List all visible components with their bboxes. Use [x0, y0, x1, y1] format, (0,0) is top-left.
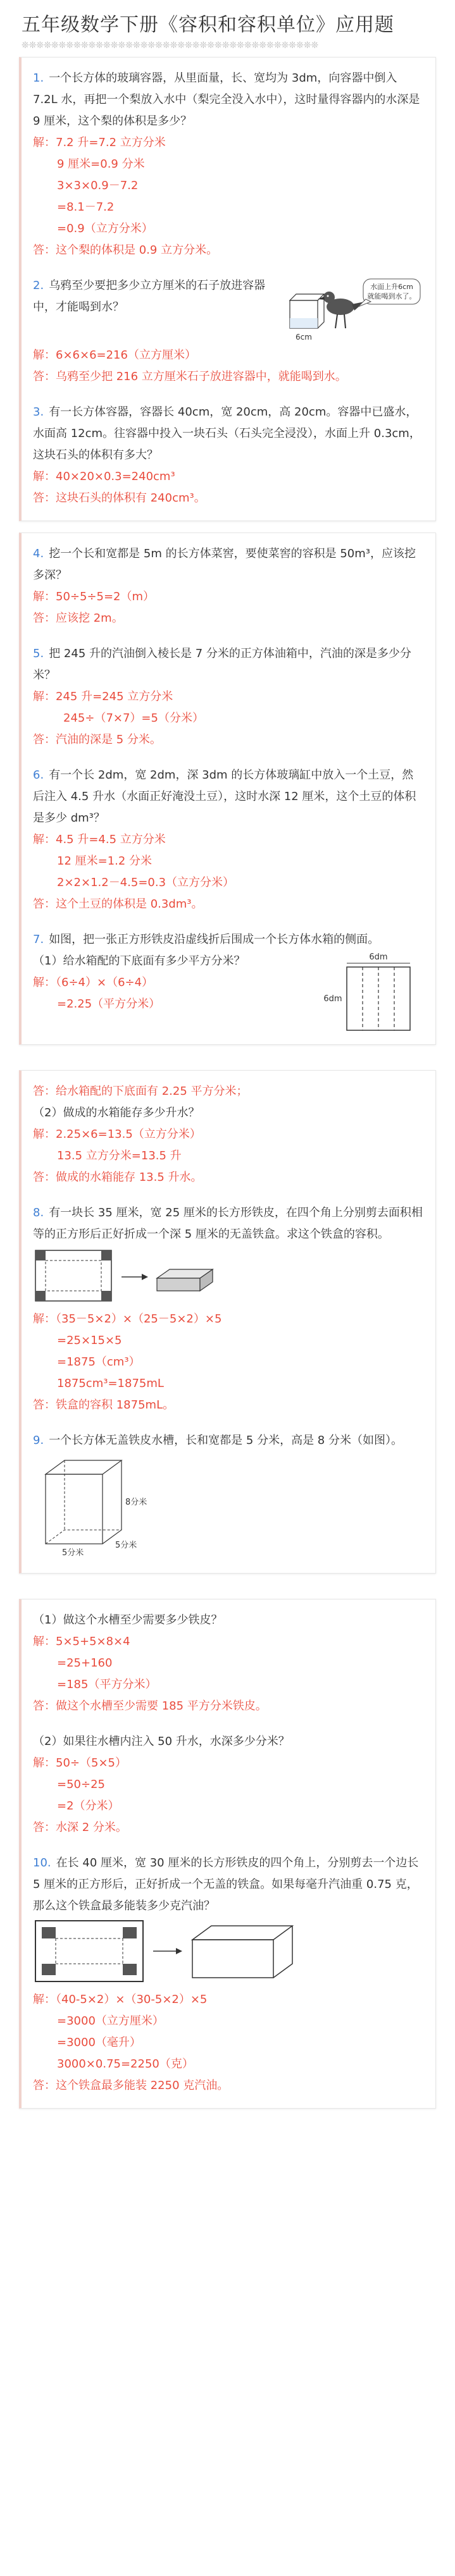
answer-conclusion: 答：应该挖 2m。: [33, 612, 123, 625]
question-number: 10.: [33, 1856, 51, 1870]
answer-line: =25×15×5: [57, 1334, 122, 1347]
question-5: [33, 643, 423, 686]
question-9: [33, 1430, 423, 1451]
answer-line: 2×2×1.2－4.5=0.3（立方分米）: [57, 876, 235, 889]
answer-conclusion: 答：汽油的深是 5 分米。: [33, 733, 161, 746]
answer-line: =25+160: [57, 1656, 113, 1670]
answer-line: =50÷25: [57, 1778, 105, 1791]
sub-question: （1）做这个水槽至少需要多少铁皮？: [33, 1613, 223, 1627]
answer-line: 解：7.2 升=7.2 立方分米: [33, 136, 166, 149]
answer-line: =2（分米）: [57, 1799, 120, 1813]
answer-line: =185（平方分米）: [57, 1678, 157, 1691]
question-2: [33, 275, 273, 318]
question-number: 4.: [33, 547, 44, 560]
answer-line: 解：（35－5×2）×（25－5×2）×5: [33, 1312, 222, 1326]
answer-conclusion: 答：铁盒的容积 1875mL。: [33, 1398, 175, 1412]
answer-line: 解：（40-5×2）×（30-5×2）×5: [33, 1993, 208, 2006]
question-text: 把 245 升的汽油倒入棱长是 7 分米的正方体油箱中，汽油的深是多少分米？: [33, 647, 411, 682]
answer-conclusion: 答：做这个水槽至少需要 185 平方分米铁皮。: [33, 1699, 267, 1713]
dimension-label: 8分米: [125, 1498, 147, 1507]
question-3: [33, 402, 423, 466]
sheet-and-box-figure: [33, 1245, 223, 1306]
answer-line: 解：40×20×0.3=240cm³: [33, 470, 175, 483]
question-text: 如图，把一张正方形铁皮沿虚线折后围成一个长方体水箱的侧面。: [49, 933, 380, 946]
speech-text-line-1: 水面上升6cm: [370, 283, 413, 291]
answer-line: 解：245 升=245 立方分米: [33, 690, 173, 703]
question-10: [33, 1852, 423, 1917]
problem-card-1: [19, 57, 436, 521]
question-text: 一个长方体的玻璃容器，从里面量，长、宽均为 3dm，向容器中倒入 7.2L 水，再把一个梨放入水中（梨完全没入水中），这时量得容器内的水深是 9 厘米，这个梨的体积是多少？: [33, 71, 420, 128]
page-title: 五年级数学下册《容积和容积单位》应用题: [22, 14, 394, 36]
answer-conclusion: 答：这个土豆的体积是 0.3dm³。: [33, 897, 203, 911]
answer-conclusion: 答：这个铁盒最多能装 2250 克汽油。: [33, 2079, 229, 2092]
arrow-right-icon: [153, 1948, 182, 1954]
answer-line: 1875cm³=1875mL: [57, 1377, 164, 1390]
answer-conclusion: 答：水深 2 分米。: [33, 1821, 127, 1834]
answer-line: 解：50÷5÷5=2（m）: [33, 590, 155, 603]
question-number: 2.: [33, 279, 44, 292]
answer-conclusion: 答：给水箱配的下底面有 2.25 平方分米；: [33, 1085, 248, 1098]
open-box-icon: [157, 1269, 213, 1291]
answer-line: 3000×0.75=2250（克）: [57, 2057, 194, 2071]
answer-line: 解：5×5+5×8×4: [33, 1635, 130, 1648]
answer-line: 解：6×6×6=216（立方厘米）: [33, 348, 196, 362]
answer-line: =8.1－7.2: [57, 200, 115, 214]
question-text: 在长 40 厘米，宽 30 厘米的长方形铁皮的四个角上，分别剪去一个边长 5 厘米的正方形后，正好折成一个无盖的铁盒。如果每毫升汽油重 0.75 克，那么这个铁盒最多能装多少克汽油？: [33, 1856, 419, 1913]
question-7: [33, 929, 423, 951]
answer-line: 解：2.25×6=13.5（立方分米）: [33, 1128, 201, 1141]
question-8: [33, 1202, 423, 1245]
question-text: 有一长方体容器，容器长 40cm，宽 20cm，高 20cm。容器中已盛水，水面高 12cm。往容器中投入一块石头（石头完全浸没），水面上升 0.3cm，这块石头的体积有多大？: [33, 405, 421, 462]
answer-line: =2.25（平方分米）: [57, 997, 161, 1011]
answer-conclusion: 答：做成的水箱能存 13.5 升水。: [33, 1171, 203, 1184]
problem-card-3: [19, 1070, 436, 1574]
answer-line: 3×3×0.9－7.2: [57, 179, 139, 192]
question-text: 一个长方体无盖铁皮水槽，长和宽都是 5 分米，高是 8 分米（如图）。: [49, 1434, 402, 1447]
arrow-right-icon: [122, 1274, 148, 1280]
question-number: 3.: [33, 405, 44, 419]
question-number: 9.: [33, 1434, 44, 1447]
sub-question: （1）给水箱配的下底面有多少平方分米？: [33, 954, 246, 968]
answer-line: 245÷（7×7）=5（分米）: [63, 712, 204, 725]
answer-conclusion: 答：乌鸦至少把 216 立方厘米石子放进容器中，就能喝到水。: [33, 370, 347, 383]
question-text: 乌鸦至少要把多少立方厘米的石子放进容器中，才能喝到水？: [33, 279, 266, 314]
dimension-label: 6cm: [296, 333, 312, 342]
dimension-label: 5分米: [62, 1548, 84, 1558]
question-text: 挖一个长和宽都是 5m 的长方体菜窖，要使菜窖的容积是 50m³，应该挖多深？: [33, 547, 416, 582]
question-text: 有一个长 2dm，宽 2dm，深 3dm 的长方体玻璃缸中放入一个土豆，然后注入 4.5 升水（水面正好淹没土豆），这时水深 12 厘米，这个土豆的体积是多少 dm³？: [33, 768, 416, 825]
speech-bubble: [358, 279, 420, 307]
question-4: [33, 543, 423, 586]
cut-sheet-icon: [35, 1921, 143, 1981]
answer-line: =3000（立方厘米）: [57, 2014, 164, 2028]
answer-line: 13.5 立方分米=13.5 升: [57, 1149, 182, 1162]
answer-line: =3000（毫升）: [57, 2036, 141, 2049]
problem-card-2: [19, 533, 436, 1045]
question-number: 7.: [33, 933, 44, 946]
open-box-icon: [192, 1926, 292, 1978]
decorative-divider: ❊❊❊❊❊❊❊❊❊❊❊❊❊❊❊❊❊❊❊❊❊❊❊❊❊❊❊❊❊❊❊❊❊❊❊❊❊❊❊❊: [22, 40, 319, 51]
answer-conclusion: 答：这个梨的体积是 0.9 立方分米。: [33, 243, 218, 257]
speech-text-line-2: 就能喝到水了。: [367, 292, 416, 300]
answer-line: 12 厘米=1.2 分米: [57, 854, 153, 868]
square-sheet-figure: [321, 951, 423, 1033]
dimension-label: 6dm: [369, 952, 388, 962]
problem-card-4: [19, 1599, 436, 2109]
dimension-label: 6dm: [323, 994, 342, 1004]
question-number: 1.: [33, 71, 44, 85]
water-tank-figure: [33, 1451, 159, 1559]
question-1: [33, 68, 423, 132]
sheet-and-box-figure: [33, 1917, 299, 1987]
question-text: 有一块长 35 厘米，宽 25 厘米的长方形铁皮，在四个角上分别剪去面积相等的正方形后正好折成一个深 5 厘米的无盖铁盒。求这个铁盒的容积。: [33, 1206, 423, 1241]
answer-line: =1875（cm³）: [57, 1355, 140, 1369]
answer-line: 解：4.5 升=4.5 立方分米: [33, 833, 166, 846]
crow-icon: [318, 292, 365, 328]
answer-line: 解：50÷（5×5）: [33, 1756, 127, 1770]
crow-container-figure: [277, 275, 423, 345]
question-number: 6.: [33, 768, 44, 782]
question-number: 8.: [33, 1206, 44, 1219]
answer-line: =0.9（立方分米）: [57, 222, 153, 235]
question-6: [33, 765, 423, 829]
answer-line: 解：（6÷4）×（6÷4）: [33, 976, 154, 989]
sub-question: （2）做成的水箱能存多少升水？: [33, 1106, 200, 1119]
answer-line: 9 厘米=0.9 分米: [57, 157, 145, 171]
question-number: 5.: [33, 647, 44, 660]
cut-sheet-icon: [35, 1250, 111, 1301]
dimension-label: 5分米: [115, 1541, 137, 1550]
sub-question: （2）如果往水槽内注入 50 升水，水深多少分米？: [33, 1735, 290, 1748]
answer-conclusion: 答：这块石头的体积有 240cm³。: [33, 491, 206, 505]
